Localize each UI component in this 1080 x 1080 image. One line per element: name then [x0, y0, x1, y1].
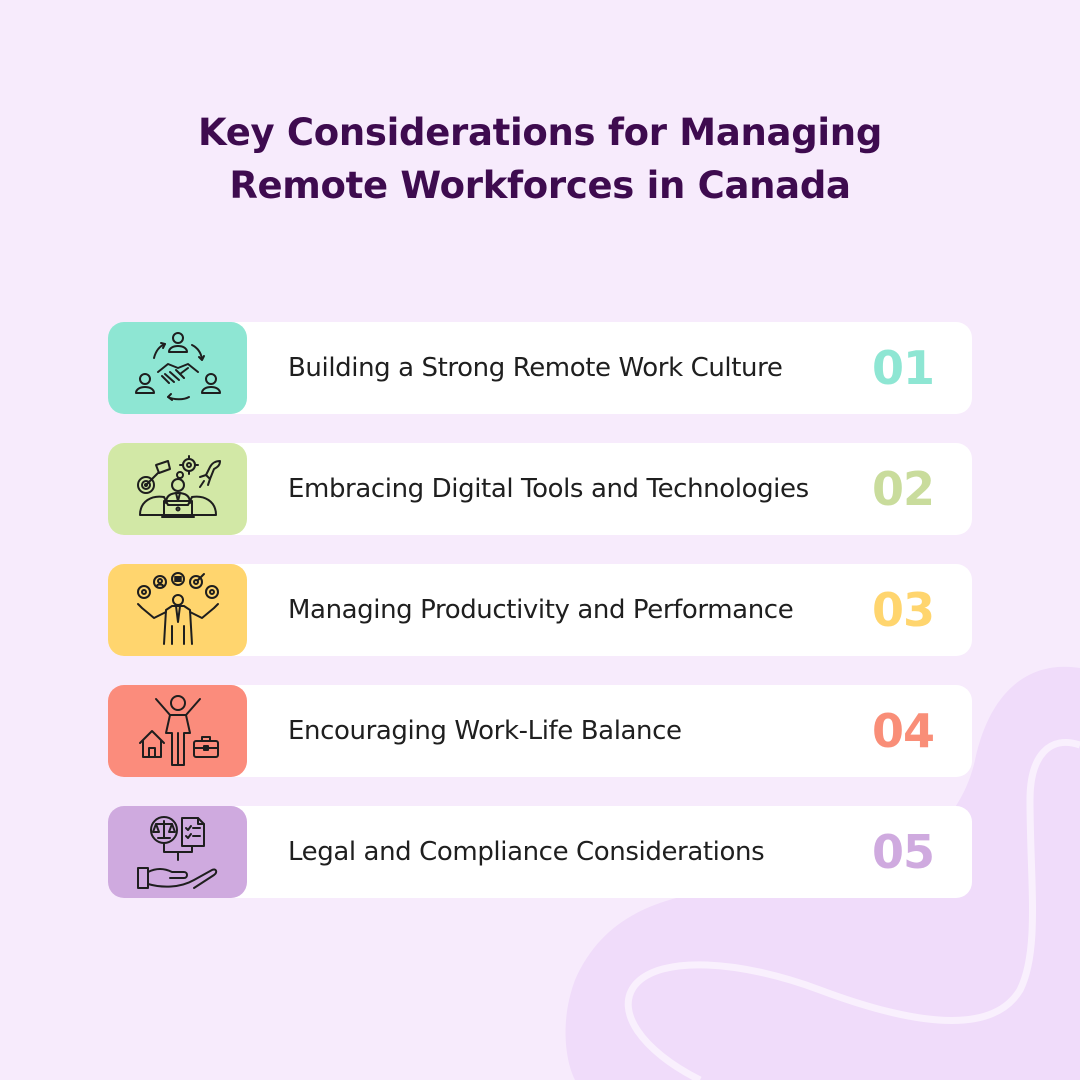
digital-tools-icon: [132, 449, 224, 529]
list-item: [108, 806, 972, 898]
item-label: Embracing Digital Tools and Technologies: [288, 474, 809, 504]
item-number: 02: [872, 462, 935, 516]
item-label: Encouraging Work-Life Balance: [288, 716, 682, 746]
legal-compliance-icon: [132, 812, 224, 892]
icon-tile: [108, 685, 247, 777]
considerations-list: [108, 322, 972, 927]
icon-tile: [108, 564, 247, 656]
item-number: 01: [872, 341, 935, 395]
item-number: 05: [872, 825, 935, 879]
work-life-balance-icon: [132, 691, 224, 771]
item-number: 04: [872, 704, 935, 758]
title-line-1: Key Considerations for Managing: [198, 111, 882, 154]
list-item: [108, 685, 972, 777]
title-line-2: Remote Workforces in Canada: [229, 164, 851, 207]
icon-tile: [108, 322, 247, 414]
item-label: Building a Strong Remote Work Culture: [288, 353, 783, 383]
icon-tile: [108, 806, 247, 898]
list-item: [108, 443, 972, 535]
list-item: [108, 322, 972, 414]
page-title: [0, 106, 1080, 212]
list-item: [108, 564, 972, 656]
productivity-juggling-icon: [132, 570, 224, 650]
item-label: Legal and Compliance Considerations: [288, 837, 765, 867]
icon-tile: [108, 443, 247, 535]
handshake-team-icon: [132, 328, 224, 408]
item-label: Managing Productivity and Performance: [288, 595, 794, 625]
item-number: 03: [872, 583, 935, 637]
